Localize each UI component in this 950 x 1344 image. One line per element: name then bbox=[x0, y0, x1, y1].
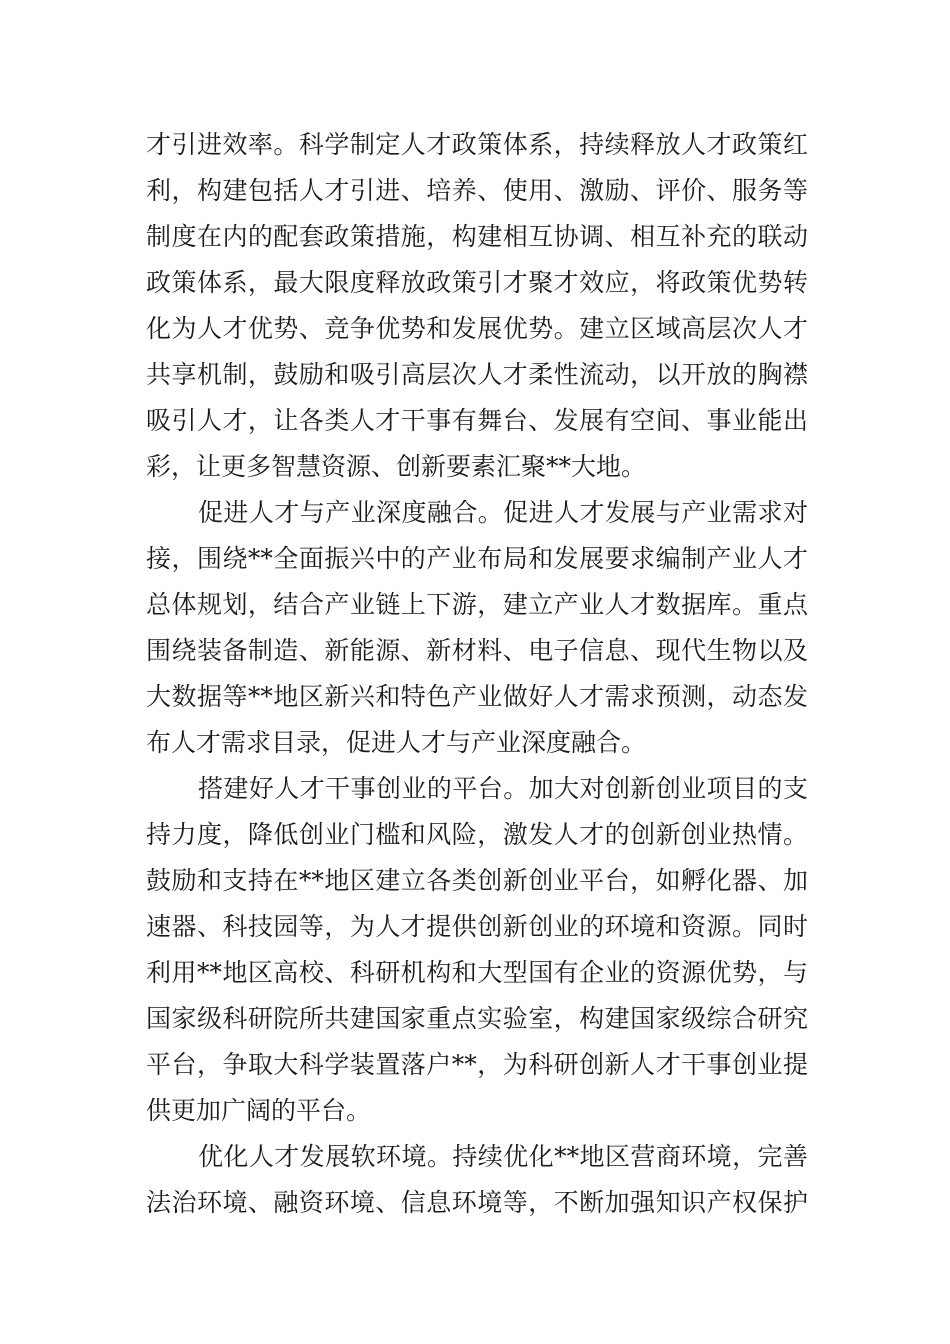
text-line: 大数据等**地区新兴和特色产业做好人才需求预测，动态发 bbox=[146, 682, 808, 711]
text-line: 促进人才与产业深度融合。促进人才发展与产业需求对 bbox=[198, 498, 808, 527]
text-line: 制度在内的配套政策措施，构建相互协调、相互补充的联动 bbox=[146, 222, 808, 251]
text-line: 利用**地区高校、科研机构和大型国有企业的资源优势，与 bbox=[146, 958, 808, 987]
text-line: 利，构建包括人才引进、培养、使用、激励、评价、服务等 bbox=[146, 176, 808, 205]
text-line: 吸引人才，让各类人才干事有舞台、发展有空间、事业能出 bbox=[146, 406, 808, 435]
text-line: 法治环境、融资环境、信息环境等，不断加强知识产权保护 bbox=[146, 1188, 808, 1217]
text-line: 政策体系，最大限度释放政策引才聚才效应，将政策优势转 bbox=[146, 268, 808, 297]
text-line: 平台，争取大科学装置落户**，为科研创新人才干事创业提 bbox=[146, 1050, 808, 1079]
text-line: 总体规划，结合产业链上下游，建立产业人才数据库。重点 bbox=[146, 590, 808, 619]
text-line: 优化人才发展软环境。持续优化**地区营商环境，完善 bbox=[198, 1142, 808, 1171]
text-line: 速器、科技园等，为人才提供创新创业的环境和资源。同时 bbox=[146, 912, 808, 941]
paragraph-industry-integration bbox=[146, 490, 808, 766]
text-line: 国家级科研院所共建国家重点实验室，构建国家级综合研究 bbox=[146, 1004, 808, 1033]
text-line: 持力度，降低创业门槛和风险，激发人才的创新创业热情。 bbox=[146, 820, 808, 849]
text-line: 彩，让更多智慧资源、创新要素汇聚**大地。 bbox=[146, 452, 647, 481]
text-line: 化为人才优势、竞争优势和发展优势。建立区域高层次人才 bbox=[146, 314, 808, 343]
paragraph-entrepreneurship-platform bbox=[146, 766, 808, 1134]
paragraph-soft-environment bbox=[146, 1134, 808, 1226]
text-line: 共享机制，鼓励和吸引高层次人才柔性流动，以开放的胸襟 bbox=[146, 360, 808, 389]
document-body bbox=[146, 122, 808, 1226]
paragraph-talent-policy bbox=[146, 122, 808, 490]
text-line: 搭建好人才干事创业的平台。加大对创新创业项目的支 bbox=[198, 774, 808, 803]
text-line: 布人才需求目录，促进人才与产业深度融合。 bbox=[146, 728, 647, 757]
text-line: 才引进效率。科学制定人才政策体系，持续释放人才政策红 bbox=[146, 130, 808, 159]
text-line: 围绕装备制造、新能源、新材料、电子信息、现代生物以及 bbox=[146, 636, 808, 665]
text-line: 鼓励和支持在**地区建立各类创新创业平台，如孵化器、加 bbox=[146, 866, 808, 895]
text-line: 接，围绕**全面振兴中的产业布局和发展要求编制产业人才 bbox=[146, 544, 808, 573]
text-line: 供更加广阔的平台。 bbox=[146, 1096, 372, 1125]
